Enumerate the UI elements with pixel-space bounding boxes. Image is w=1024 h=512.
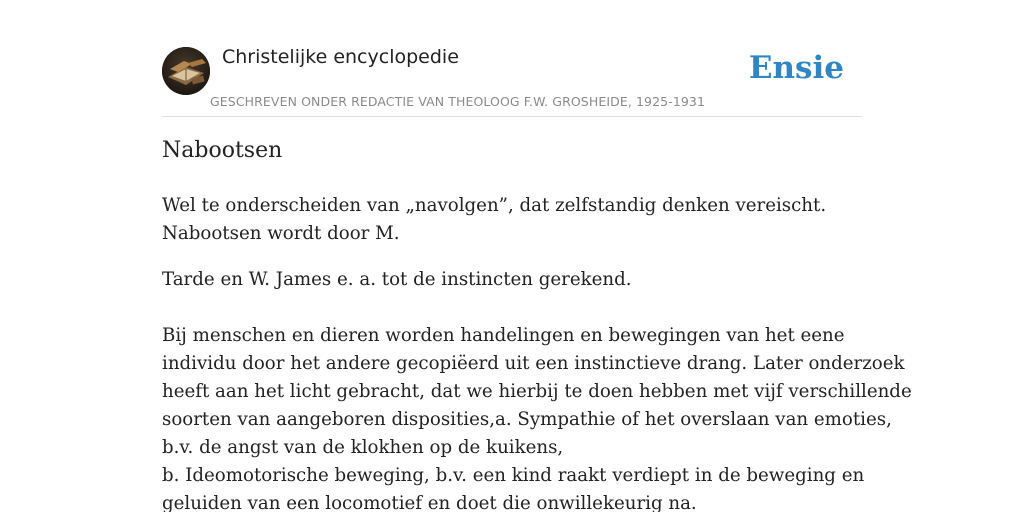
paragraph-line: Nabootsen wordt door M. <box>162 223 400 244</box>
article-body <box>162 192 912 512</box>
paragraph-line: Bij menschen en dieren worden handelingen en bewegingen van het eene <box>162 325 845 346</box>
paragraph-line: individu door het andere gecopiëerd uit een instinctieve drang. Later onderzoek <box>162 353 905 374</box>
article-paragraph <box>162 192 862 248</box>
article-title: Nabootsen <box>162 138 283 163</box>
paragraph-line: b. Ideomotorische beweging, b.v. een kind raakt verdiept in de beweging en <box>162 465 865 486</box>
site-header <box>162 44 862 117</box>
brand-logo-link[interactable]: Ensie <box>748 50 844 86</box>
article-paragraph <box>162 322 912 512</box>
paragraph-line: soorten van aangeboren disposities,a. Sympathie of het overslaan van emoties, <box>162 409 892 430</box>
paragraph-line: b.v. de angst van de klokhen op de kuikens, <box>162 437 564 458</box>
paragraph-line: Wel te onderscheiden van „navolgen”, dat zelfstandig denken vereischt. <box>162 195 827 216</box>
paragraph-line: heeft aan het licht gebracht, dat we hierbij te doen hebben met vijf verschillende <box>162 381 912 402</box>
book-photo-icon <box>162 47 210 95</box>
site-title[interactable]: Christelijke encyclopedie <box>222 46 459 68</box>
site-subtitle: GESCHREVEN ONDER REDACTIE VAN THEOLOOG F.W. GROSHEIDE, 1925-1931 <box>210 94 706 109</box>
paragraph-line: Tarde en W. James e. a. tot de instincten gerekend. <box>162 269 632 290</box>
encyclopedia-avatar[interactable] <box>162 47 210 95</box>
paragraph-line: geluiden van een locomotief en doet die onwillekeurig na. <box>162 493 697 512</box>
article-paragraph <box>162 266 862 294</box>
